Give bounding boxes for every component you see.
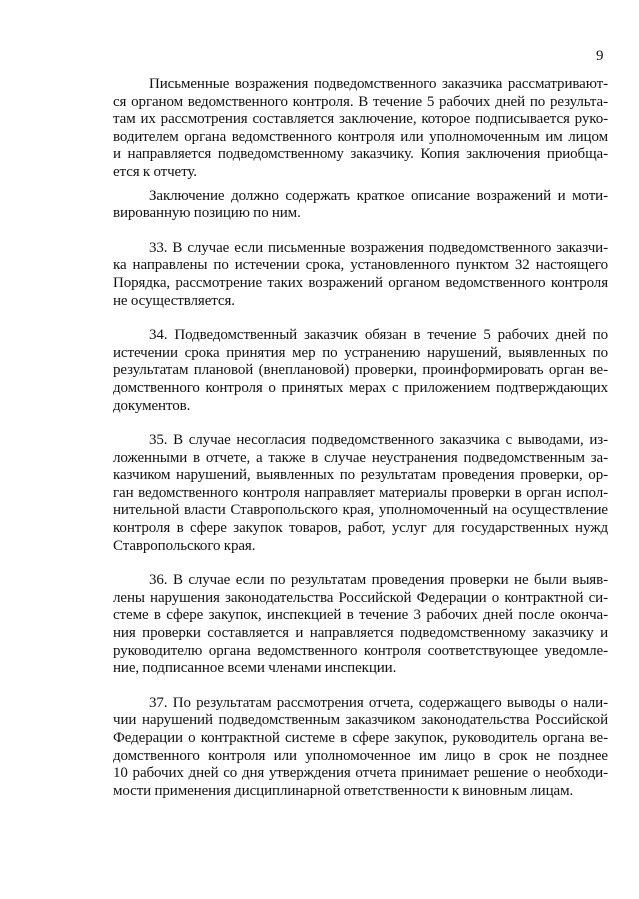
text-line: документов. — [113, 397, 191, 414]
text-line: не осуществляется. — [113, 292, 235, 309]
text-line: там их рассмотрения составляется заключение, которое подписывается руко- — [113, 111, 608, 128]
paragraph-34 — [113, 327, 608, 415]
text-line: и направляется подведомственному заказчику. Копия заключения приобща- — [113, 146, 608, 163]
text-line: контроля в сфере закупок товаров, работ, услуг для государственных нужд — [113, 520, 608, 537]
paragraph-35 — [113, 432, 608, 555]
paragraph-conclusion-content — [113, 188, 608, 223]
text-line: 33. В случае если письменные возражения подведомственного заказчи- — [149, 239, 608, 256]
text-line: результатам плановой (внеплановой) проверки, проинформировать орган ве- — [113, 362, 608, 379]
text-line: вированную позицию по ним. — [113, 205, 301, 222]
text-line: ложенными в отчете, а также в случае неустранения подведомственным за- — [113, 449, 608, 466]
text-line: мости применения дисциплинарной ответственности к виновным лицам. — [113, 782, 574, 799]
text-line: 36. В случае если по результатам проведения проверки не были выяв- — [149, 572, 608, 589]
text-line: домственного контроля или уполномоченное им лицо в срок не позднее — [113, 747, 608, 764]
text-line: ния проверки составляется и направляется подведомственному заказчику и — [113, 625, 608, 642]
text-line: 35. В случае несогласия подведомственного заказчика с выводами, из- — [149, 432, 608, 449]
text-line: лены нарушения законодательства Российской Федерации о контрактной си- — [113, 589, 608, 606]
text-line: домственного контроля о принятых мерах с приложением подтверждающих — [113, 379, 608, 396]
paragraph-written-objections — [113, 76, 608, 182]
text-line: ка направлены по истечении срока, установленного пунктом 32 настоящего — [113, 257, 608, 274]
paragraph-37 — [113, 695, 608, 801]
text-line: стеме в сфере закупок, инспекцией в течение 3 рабочих дней после оконча- — [113, 607, 608, 624]
paragraph-36 — [113, 572, 608, 678]
text-line: истечении срока принятия мер по устранению нарушений, выявленных по — [113, 344, 608, 361]
text-line: ся органом ведомственного контроля. В течение 5 рабочих дней по результа- — [113, 93, 608, 110]
text-line: руководителю органа ведомственного контроля соответствующее уведомле- — [113, 642, 608, 659]
text-line: 10 рабочих дней со дня утверждения отчета принимает решение о необходи- — [113, 765, 608, 782]
text-line: Заключение должно содержать краткое описание возражений и моти- — [149, 187, 608, 204]
page-number: 9 — [596, 48, 604, 64]
text-line: казчиком нарушений, выявленных по результатам проведения проверки, ор- — [113, 467, 608, 484]
text-line: нительной власти Ставропольского края, уполномоченный на осуществление — [113, 502, 608, 519]
text-line: ган ведомственного контроля направляет материалы проверки в орган испол- — [113, 484, 608, 501]
text-line: чии нарушений подведомственным заказчиком законодательства Российской — [113, 712, 608, 729]
text-line: ние, подписанное всеми членами инспекции. — [113, 660, 397, 677]
document-body — [113, 76, 608, 800]
text-line: Письменные возражения подведомственного заказчика рассматривают- — [149, 76, 608, 92]
text-line: водителем органа ведомственного контроля или уполномоченным им лицом — [113, 128, 608, 145]
text-line: Федерации о контрактной системе в сфере закупок, руководитель органа ве- — [113, 730, 608, 746]
text-line: 34. Подведомственный заказчик обязан в течение 5 рабочих дней по — [149, 327, 608, 344]
paragraph-33 — [113, 240, 608, 310]
text-line: Ставропольского края. — [113, 537, 256, 554]
text-line: Порядка, рассмотрение таких возражений органом ведомственного контроля — [113, 274, 608, 291]
text-line: ется к отчету. — [113, 163, 197, 180]
text-line: 37. По результатам рассмотрения отчета, содержащего выводы о нали- — [149, 694, 608, 711]
